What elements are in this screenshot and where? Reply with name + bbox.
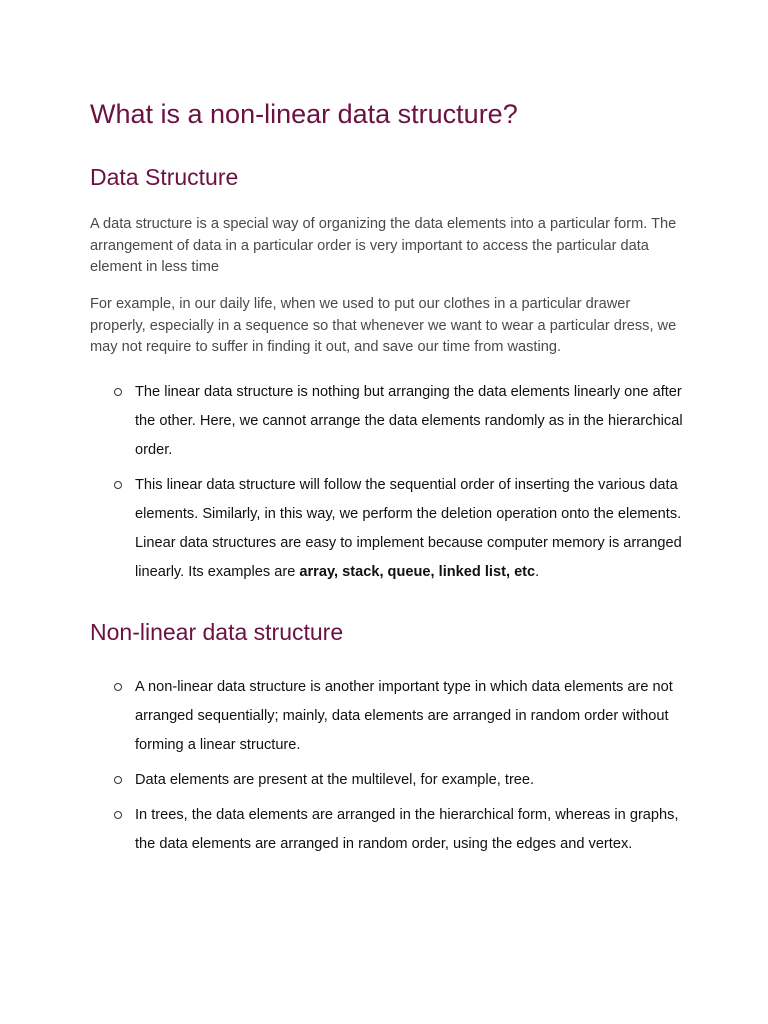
paragraph-example: For example, in our daily life, when we used to put our clothes in a particular drawer properly, especially in a sequence so that whenever we want to wear a particular dress, we may not require to suffer in finding it out, and save our time from wasting. — [90, 296, 677, 355]
section-heading-non-linear: Non-linear data structure — [90, 619, 344, 645]
hollow-circle-bullet-icon — [114, 683, 122, 691]
list-item-text: Data elements are present at the multilevel, for example, tree. — [135, 772, 535, 788]
linear-bullet-list — [90, 378, 690, 593]
non-linear-bullet-list — [90, 673, 690, 865]
section-heading-data-structure: Data Structure — [90, 164, 239, 190]
hollow-circle-bullet-icon — [114, 388, 122, 396]
list-item — [90, 766, 690, 795]
list-item — [90, 378, 690, 465]
list-item-text: This linear data structure will follow the sequential order of inserting the various data elements. Similarly, in this way, we perform the deletion operation onto the elements. Linear data structures are easy to implement because computer memory is arranged linearly. Its examples are — [135, 477, 682, 580]
examples-bold-text: array, stack, queue, linked list, etc — [299, 564, 536, 580]
list-item — [90, 673, 690, 760]
page-title: What is a non-linear data structure? — [90, 99, 518, 129]
list-item-tail: . — [535, 564, 540, 580]
hollow-circle-bullet-icon — [114, 776, 122, 784]
list-item-text: A non-linear data structure is another important type in which data elements are not arranged sequentially; mainly, data elements are arranged in random order without forming a linear structure. — [135, 679, 673, 753]
paragraph-definition: A data structure is a special way of organizing the data elements into a particular form. The arrangement of data in a particular order is very important to access the particular data element in less time — [90, 216, 677, 275]
list-item — [90, 801, 690, 859]
list-item-text: In trees, the data elements are arranged in the hierarchical form, whereas in graphs, the data elements are arranged in random order, using the edges and vertex. — [135, 807, 679, 852]
list-item-text: The linear data structure is nothing but arranging the data elements linearly one after the other. Here, we cannot arrange the data elements randomly as in the hierarchical order. — [135, 384, 683, 458]
list-item — [90, 471, 690, 587]
hollow-circle-bullet-icon — [114, 811, 122, 819]
hollow-circle-bullet-icon — [114, 481, 122, 489]
